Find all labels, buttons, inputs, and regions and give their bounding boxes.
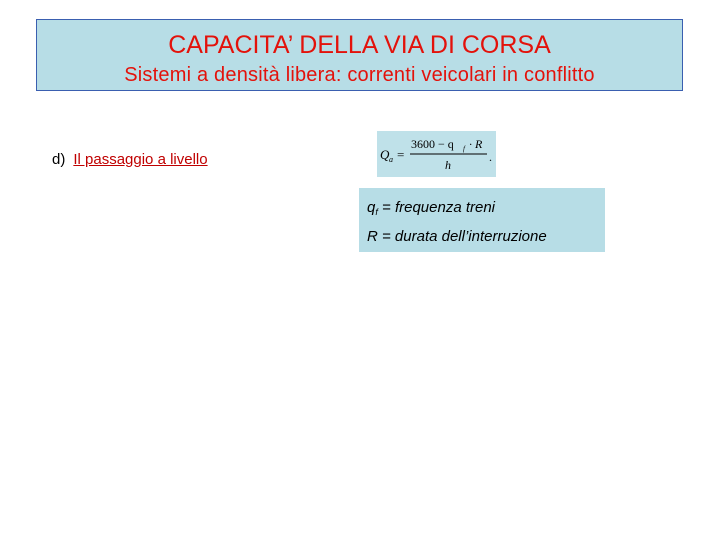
legend-symbol-q: q <box>367 199 376 216</box>
legend-symbol-sub: f <box>375 207 378 217</box>
legend-box <box>359 188 605 252</box>
list-item-passaggio-a-livello <box>52 150 208 170</box>
list-item-label: Il passaggio a livello <box>73 151 208 168</box>
formula-lhs: Q <box>380 147 390 162</box>
legend-line-duration: R = durata dell’interruzione <box>367 228 547 245</box>
list-item-marker: d) <box>52 151 66 168</box>
legend-text-frequency: = frequenza treni <box>377 199 496 216</box>
formula-graphic <box>377 131 496 177</box>
title-box <box>36 19 683 91</box>
page-subtitle: Sistemi a densità libera: correnti veicolari in conflitto <box>124 64 595 86</box>
formula-numerator-sub: f <box>463 145 465 153</box>
formula-trailing-dot: . <box>489 150 492 164</box>
formula-denominator: h <box>445 158 451 172</box>
formula-numerator-tail: · R <box>469 137 483 151</box>
formula-numerator: 3600 − q <box>411 137 454 151</box>
formula-equals: = <box>397 147 405 162</box>
formula-image <box>377 131 496 177</box>
legend-line-frequency <box>367 198 495 222</box>
formula-lhs-sub: a <box>389 155 393 164</box>
page-title: CAPACITA’ DELLA VIA DI CORSA <box>168 31 551 59</box>
